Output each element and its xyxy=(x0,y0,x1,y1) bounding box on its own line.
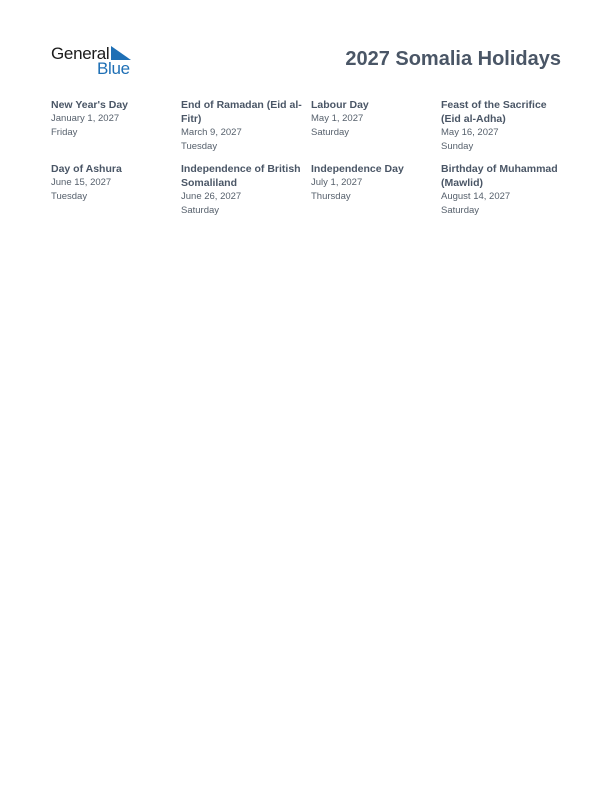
holiday-date: May 1, 2027 xyxy=(311,113,364,124)
holiday-date: July 1, 2027 xyxy=(311,177,363,188)
holiday-item xyxy=(51,98,181,154)
holiday-item xyxy=(441,98,571,154)
holiday-name: Day of Ashura xyxy=(51,163,122,175)
holiday-date: January 1, 2027 xyxy=(51,113,120,124)
logo-text-general: General xyxy=(51,44,110,63)
holiday-weekday: Thursday xyxy=(311,191,351,202)
holiday-name: Feast of the Sacrifice (Eid al-Adha) xyxy=(441,99,547,125)
holiday-weekday: Saturday xyxy=(311,127,350,138)
holiday-date: March 9, 2027 xyxy=(181,127,242,138)
holiday-weekday: Tuesday xyxy=(181,141,218,152)
logo-text-blue: Blue xyxy=(97,59,130,78)
holiday-name: Labour Day xyxy=(311,99,369,111)
holiday-date: June 26, 2027 xyxy=(181,191,242,202)
holiday-name: Independence Day xyxy=(311,163,404,175)
holiday-weekday: Tuesday xyxy=(51,191,88,202)
holiday-date: May 16, 2027 xyxy=(441,127,499,138)
page-title: 2027 Somalia Holidays xyxy=(345,48,561,70)
holiday-item xyxy=(311,98,441,154)
holiday-weekday: Saturday xyxy=(441,205,480,216)
holiday-weekday: Friday xyxy=(51,127,78,138)
holiday-date: June 15, 2027 xyxy=(51,177,112,188)
holiday-weekday: Saturday xyxy=(181,205,220,216)
holiday-item xyxy=(311,162,441,218)
holiday-weekday: Sunday xyxy=(441,141,474,152)
holiday-name: Independence of British Somaliland xyxy=(181,163,301,189)
holiday-name: Birthday of Muhammad (Mawlid) xyxy=(441,163,558,189)
holiday-item xyxy=(441,162,571,218)
holiday-grid xyxy=(51,98,571,218)
generalblue-logo xyxy=(51,44,133,78)
holiday-name: New Year's Day xyxy=(51,99,129,111)
holiday-item xyxy=(181,162,311,218)
holiday-item xyxy=(181,98,311,154)
holiday-name: End of Ramadan (Eid al-Fitr) xyxy=(181,99,302,125)
holiday-date: August 14, 2027 xyxy=(441,191,511,202)
holiday-item xyxy=(51,162,181,218)
